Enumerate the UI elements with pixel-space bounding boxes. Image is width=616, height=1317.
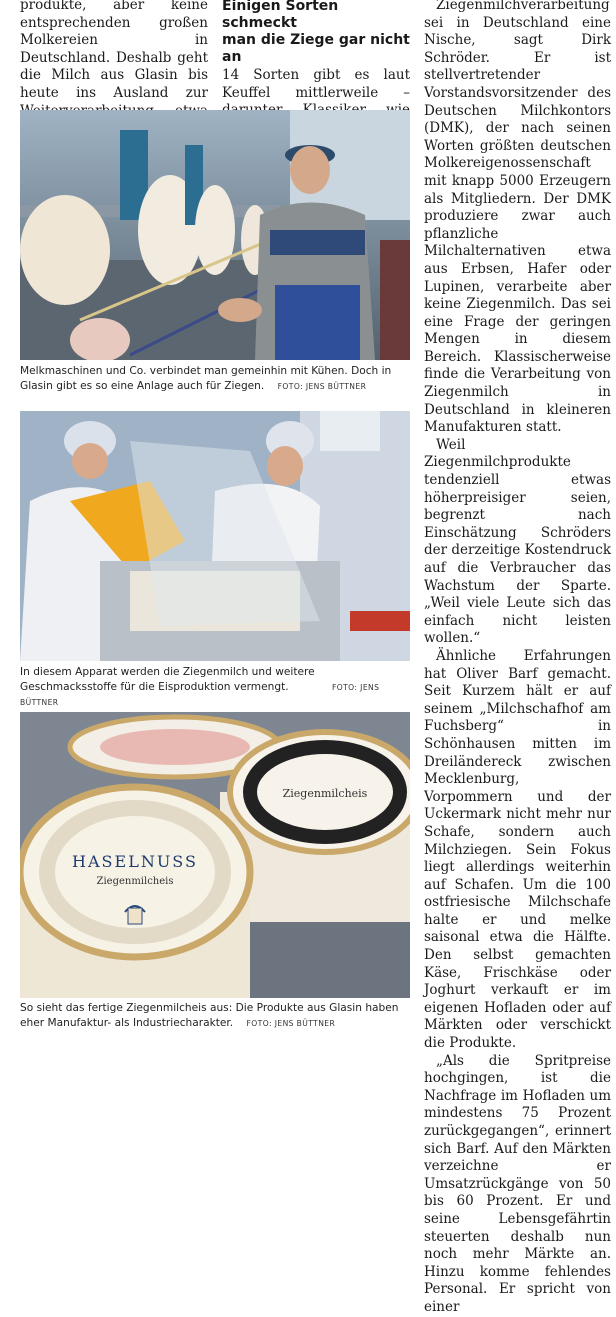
- subheading-line-2: man die Ziege gar nicht an: [222, 32, 410, 65]
- photo-ice-cream-jars: [20, 712, 410, 998]
- subheading: [222, 0, 410, 66]
- left-paragraph: produkte, aber keine entsprechenden großen Molkereien in Deutschland. Deshalb geht die Milch aus Glasin bis heute ins Ausland zur: [20, 0, 208, 101]
- svg-text:HASELNUSS: HASELNUSS: [72, 852, 198, 871]
- photo-caption-3: [20, 1001, 410, 1031]
- photo-credit: FOTO: JENS BÜTTNER: [20, 683, 380, 707]
- svg-text:Ziegenmilcheis: Ziegenmilcheis: [96, 876, 174, 887]
- photo-mixing-apparatus: [20, 411, 410, 661]
- photo-milking-parlour: [20, 110, 410, 360]
- caption-text: So sieht das fertige Ziegenmilcheis aus: Die Produkte aus Glasin haben eher Manufaktur- als Industriecharakter.: [20, 1002, 399, 1029]
- middle-paragraph: 14 Sorten gibt es laut Keuffel mittlerweile –: [222, 67, 410, 101]
- right-jar-subtitle-icon: Ziegenmilcheis: [282, 787, 368, 800]
- caption-text: Melkmaschinen und Co. verbindet man gemeinhin mit Kühen. Doch in Glasin gibt es so eine Anlage auch für Ziegen.: [20, 365, 392, 392]
- photo-caption-2: [20, 665, 410, 710]
- photo-caption-1: [20, 364, 410, 394]
- photo-credit: FOTO: JENS BÜTTNER: [246, 1019, 336, 1028]
- subheading-line-1: Einigen Sorten schmeckt: [222, 0, 339, 31]
- right-paragraph-3: Ähnliche Erfahrungen hat Oliver Barf gemacht. Seit Kurzem hält er auf seinem „Milchschafhof am Fuchsberg“ in Schönhausen mitten im Dreiländereck zwischen Mecklenburg, Vorpommern und der Uckermark nicht mehr nur Schafe, sondern auch Milchziegen. Sein Fokus liegt allerdings weiterhin auf Schafen. Um die 100 ostfriesische Milchschafe halte er und melke saisonal etwa die Hälfte. Den selbst gemachten Käse, Frischkäse oder Joghurt verkauft er im eigenen Hofladen oder auf Märkten oder verschickt die Produkte.: [424, 647, 611, 1052]
- caption-text: In diesem Apparat werden die Ziegenmilch und weitere Geschmacksstoffe für die Eisproduktion vermengt.: [20, 666, 315, 693]
- photo-credit: FOTO: JENS BÜTTNER: [277, 382, 367, 391]
- right-paragraph-2: Weil Ziegenmilchprodukte tendenziell etwas höherpreisiger seien, begrenzt nach Einschätzung Schröders der derzeitige Kostendruck auf die Verbraucher das Wachstum der Sparte. „Weil viele Leute sich das einfach nicht leisten wollen.“: [424, 436, 611, 647]
- right-paragraph-1: Ziegenmilchverarbeitung sei in Deutschland eine Nische, sagt Dirk Schröder. Er ist stellvertretender Vorstandsvorsitzender des Deutschen Milchkontors (DMK), der nach seinen Worten größten deutschen Molkereigenossenschaft mit knapp 5000 Erzeugern als Mitgliedern. Der DMK produziere zwar auch pflanzliche Milchalternativen etwa aus Erbsen, Hafer oder Lupinen, verarbeite aber keine Ziegenmilch. Das sei eine Frage der geringen Mengen in diesem Bereich. Klassischerweise finde die Verarbeitung von Ziegenmilch in Deutschland in kleineren Manufakturen statt.: [424, 0, 611, 436]
- right-paragraph-4: „Als die Spritpreise hochgingen, ist die Nachfrage im Hofladen um mindestens 75 Prozent zurückgegangen“, erinnert sich Barf. Auf den Märkten verzeichne er Umsatzrückgänge von 50 bis 60 Prozent. Er und seine Lebensgefährtin steuerten deshalb nun noch mehr Märkte an. Hinzu komme fehlendes Personal. Er spricht von einer: [424, 1052, 611, 1315]
- right-column-text: [424, 0, 611, 1317]
